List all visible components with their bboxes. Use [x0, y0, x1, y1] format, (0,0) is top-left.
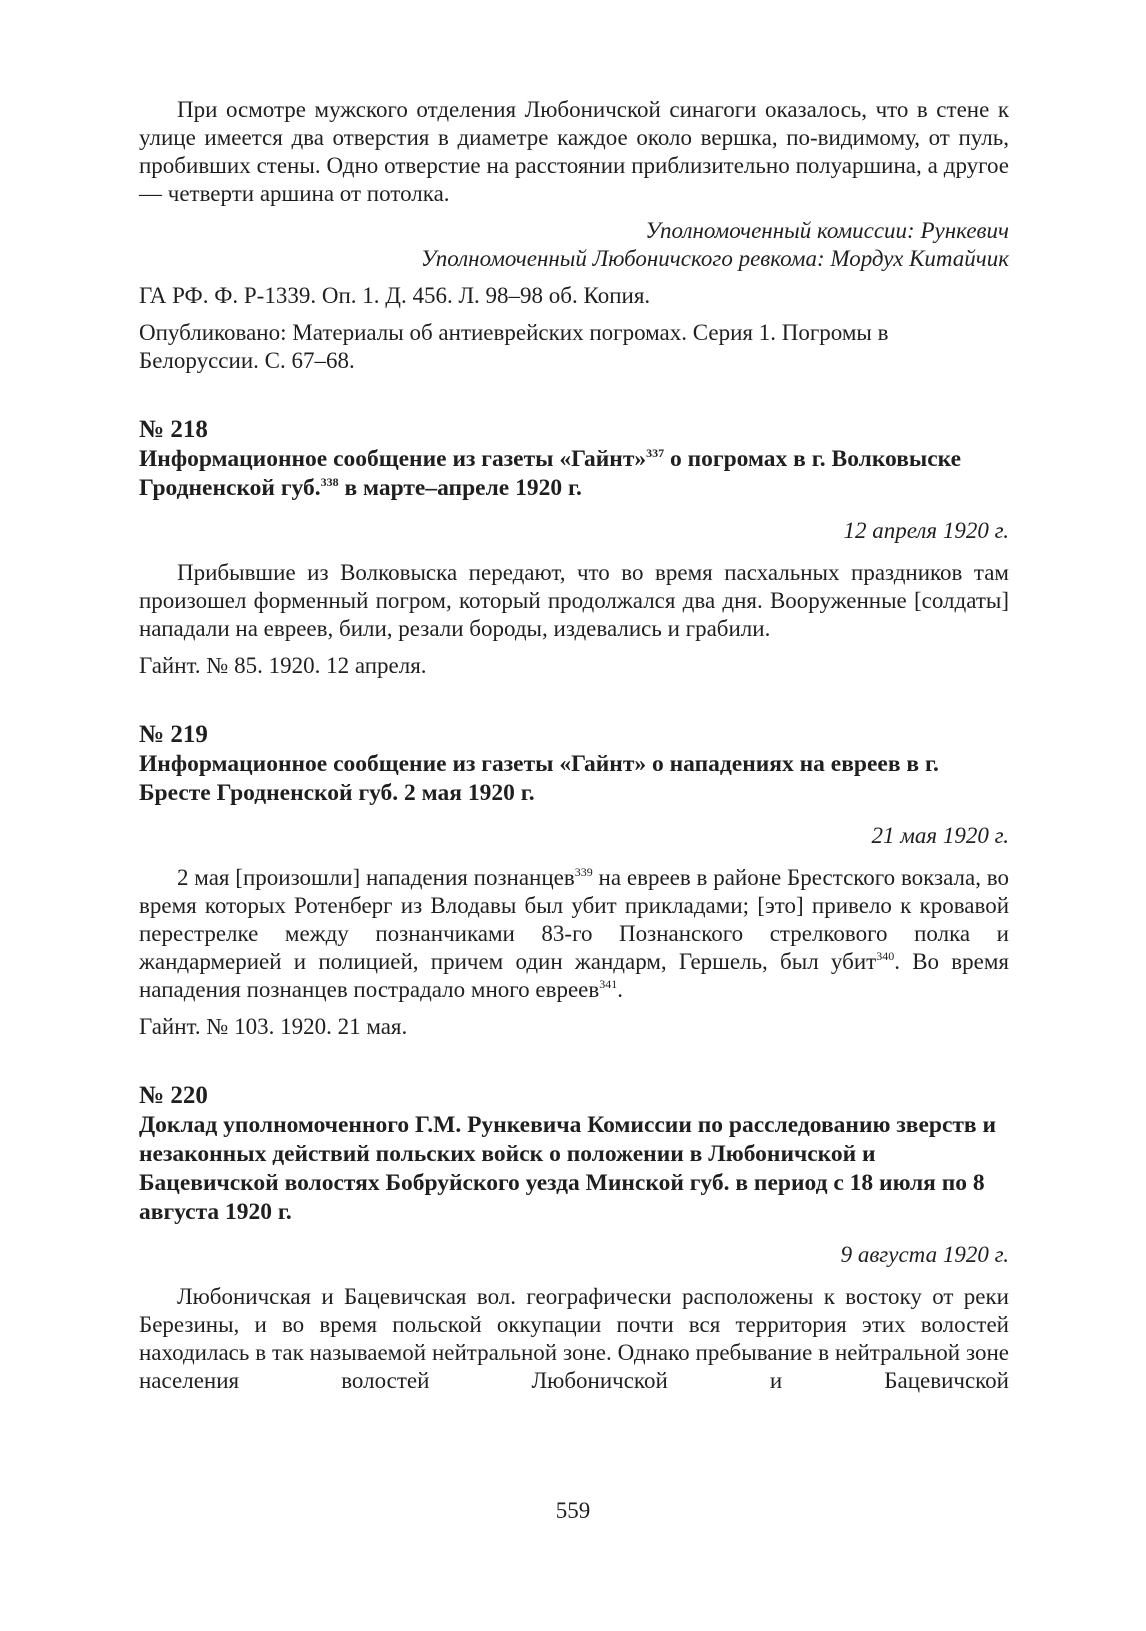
- footnote-ref-338[interactable]: 338: [320, 475, 339, 489]
- document-219: [139, 720, 1009, 1041]
- doc-title-219: Информационное сообщение из газеты «Гайнт» о нападениях на евреев в г. Бресте Гродненской губ. 2 мая 1920 г.: [139, 751, 939, 806]
- page-number: 559: [555, 1498, 591, 1523]
- doc-date-220: 9 августа 1920 г.: [840, 1242, 1009, 1267]
- doc-body-219: 2 мая [произошли] нападения познанцев$^{339}$ на евреев в районе Брестского вокзала, во время которых Ротенберг из Влодавы был убит прикладами; [это] привело к кровавой перестрелке между познанчиками 83-го Познанского стрелкового полка и жандармерией и полицией, причем один жандарм, Гершель, был убит$^{340}$. Во время нападения познанцев пострадало много евреев$^{341}$.: [139, 865, 1009, 1002]
- footnote-ref-337[interactable]: 337: [646, 446, 665, 460]
- doc-date-219: 21 мая 1920 г.: [871, 823, 1009, 848]
- footnote-ref-340[interactable]: 340: [876, 949, 895, 963]
- document-page: [139, 96, 1009, 1395]
- signature-commission: Уполномоченный комиссии: Рункевич: [645, 218, 1009, 243]
- publication-note: Опубликовано: Материалы об антиеврейских погромах. Серия 1. Погромы в Белоруссии. С. 67–68.: [139, 320, 889, 373]
- document-220: [139, 1081, 1009, 1395]
- intro-paragraph: При осмотре мужского отделения Любоничской синагоги оказалось, что в стене к улице имеется два отверстия в диаметре каждое около вершка, по-видимому, от пуль, пробивших стены. Одно отверстие на расстоянии приблизительно полуаршина, а другое — четверти аршина от потолка.: [139, 97, 1009, 206]
- doc-number-218: № 218: [139, 416, 208, 443]
- footnote-ref-339[interactable]: 339: [574, 865, 593, 879]
- doc-number-219: № 219: [139, 721, 208, 748]
- document-218: [139, 415, 1009, 680]
- doc-source-218: Гайнт. № 85. 1920. 12 апреля.: [139, 653, 427, 678]
- doc-source-219: Гайнт. № 103. 1920. 21 мая.: [139, 1014, 408, 1039]
- doc-date-218: 12 апреля 1920 г.: [843, 518, 1009, 543]
- doc-title-218: Информационное сообщение из газеты «Гайнт»$^{337}$ о погромах в г. Волковыске Гродненской губ.$^{338}$ в марте–апреле 1920 г.: [139, 446, 962, 501]
- doc-body-218: Прибывшие из Волковыска передают, что во время пасхальных праздников там произошел форменный погром, который продолжался два дня. Вооруженные [солдаты] нападали на евреев, били, резали бороды, издевались и грабили.: [139, 560, 1009, 641]
- signature-revkom: Уполномоченный Любоничского ревкома: Мордух Китайчик: [420, 246, 1009, 271]
- archive-reference: ГА РФ. Ф. Р-1339. Оп. 1. Д. 456. Л. 98–98 об. Копия.: [139, 283, 651, 308]
- doc-title-220: Доклад уполномоченного Г.М. Рункевича Комиссии по расследованию зверств и незаконных действий польских войск о положении в Любоничской и Бацевичской волостях Бобруйского уезда Минской губ. в период с 18 июля по 8 августа 1920 г.: [139, 1112, 997, 1225]
- doc-number-220: № 220: [139, 1082, 208, 1109]
- doc-body-220: Любоничская и Бацевичская вол. географически расположены к востоку от реки Березины, и во время польской оккупации почти вся территория этих волостей находилась в так называемой нейтральной зоне. Однако пребывание в нейтральной зоне населения волостей Любоничской и Бацевичской: [139, 1284, 1009, 1393]
- footnote-ref-341[interactable]: 341: [599, 977, 618, 991]
